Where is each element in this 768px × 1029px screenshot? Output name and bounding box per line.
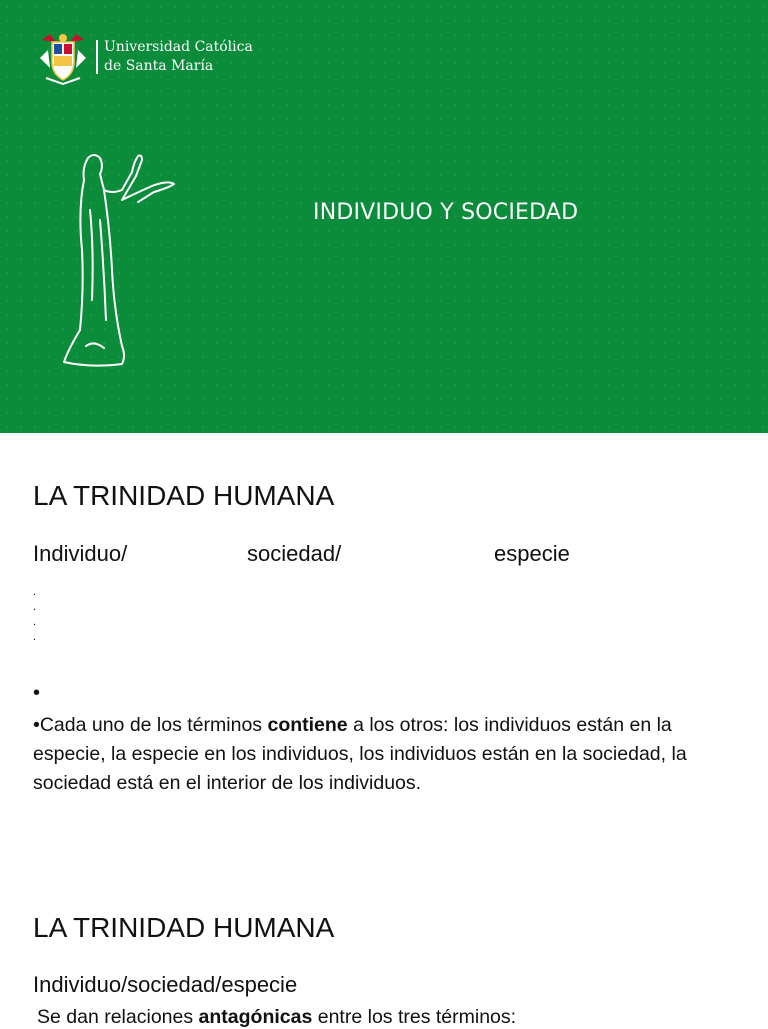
dot-item: .: [33, 586, 37, 598]
slide-title: INDIVIDUO Y SOCIEDAD: [313, 200, 579, 225]
university-name-line1: Universidad Católica: [104, 39, 253, 55]
dot-list: [33, 585, 36, 645]
section2-heading: LA TRINIDAD HUMANA: [33, 912, 335, 943]
dot-item: .: [33, 616, 37, 628]
section2-partial-line: [37, 1006, 516, 1029]
logo-divider: [96, 40, 98, 74]
dot-item: .: [33, 631, 37, 643]
partial-text-start: Se dan relaciones: [37, 1006, 199, 1028]
para-bold-contiene: contiene: [267, 714, 348, 736]
para-text-start: •Cada uno de los términos: [33, 714, 268, 736]
dot-item: .: [33, 601, 37, 613]
empty-bullet: •: [33, 682, 41, 704]
term-individuo: Individuo/: [33, 541, 128, 566]
partial-text-end: entre los tres términos:: [312, 1006, 517, 1028]
section2-subtitle: Individuo/sociedad/especie: [33, 972, 298, 997]
university-name: [104, 38, 253, 76]
section1-paragraph: [33, 711, 713, 798]
para-text-end: a los otros: los individuos están en la especie, la especie en los individuos, los individuos están en la sociedad, la sociedad está en el interior de los individuos.: [33, 714, 687, 794]
partial-bold-antagonicas: antagónicas: [198, 1006, 313, 1028]
section1-heading: LA TRINIDAD HUMANA: [33, 480, 335, 511]
university-name-line2: de Santa María: [104, 58, 214, 74]
university-crest-icon: [36, 28, 90, 86]
term-especie: especie: [494, 541, 570, 566]
term-sociedad: sociedad/: [247, 541, 342, 566]
title-slide: [0, 0, 768, 433]
virgin-statue-icon: [60, 150, 180, 372]
